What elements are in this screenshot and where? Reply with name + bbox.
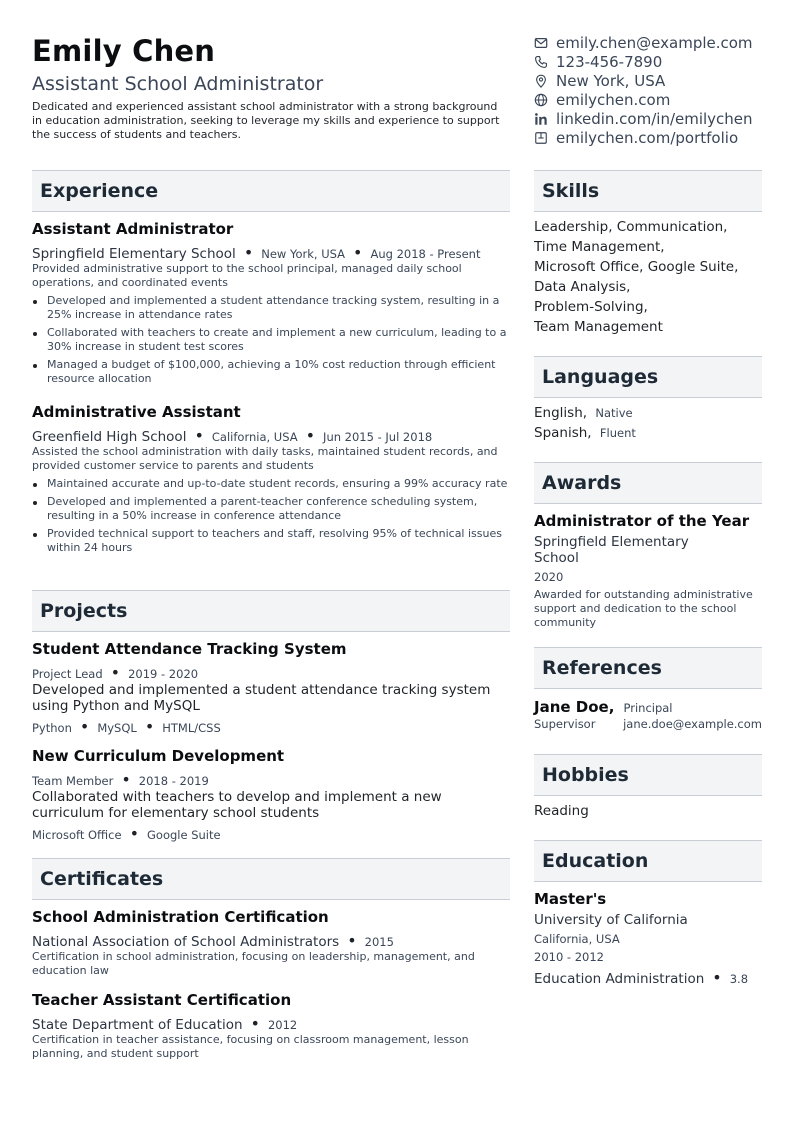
project-dates: 2019 - 2020 bbox=[128, 667, 199, 681]
hobbies-heading: Hobbies bbox=[542, 764, 629, 786]
job-dates: Jun 2015 - Jul 2018 bbox=[323, 430, 433, 444]
school: University of California bbox=[534, 912, 688, 928]
tool-tag: Google Suite bbox=[147, 828, 221, 842]
award-description: Awarded for outstanding administrative support and dedication to the school community bbox=[534, 588, 753, 629]
separator-dot: • bbox=[110, 663, 121, 682]
degree: Master's bbox=[534, 890, 607, 908]
education-dates: 2010 - 2012 bbox=[534, 950, 604, 964]
project-meta-row bbox=[32, 770, 510, 789]
experience-heading: Experience bbox=[40, 180, 159, 202]
separator-dot: • bbox=[305, 426, 316, 445]
experience-item bbox=[32, 403, 510, 559]
skill-line: Leadership, Communication, bbox=[534, 219, 728, 235]
contact-portfolio[interactable] bbox=[534, 128, 784, 147]
skill-line: Time Management, bbox=[534, 239, 665, 255]
reference-details-row bbox=[534, 717, 762, 733]
certificate-title: Teacher Assistant Certification bbox=[32, 991, 292, 1009]
summary: Dedicated and experienced assistant school administrator with a strong background in education administration, seeking to leverage my skills and experience to support the success of students and teachers. bbox=[32, 100, 500, 141]
tool-tag: HTML/CSS bbox=[162, 721, 221, 735]
skill-line: Team Management bbox=[534, 319, 663, 335]
job-meta-row bbox=[32, 243, 510, 261]
project-title: New Curriculum Development bbox=[32, 747, 285, 765]
phone-icon bbox=[534, 55, 548, 69]
project-description: Collaborated with teachers to develop and implement a new curriculum for elementary school students bbox=[32, 789, 442, 821]
contact-email-text: emily.chen@example.com bbox=[556, 33, 753, 52]
project-tools bbox=[32, 717, 510, 736]
languages-section-header bbox=[534, 356, 762, 398]
project-item bbox=[32, 747, 510, 843]
job-description: Provided administrative support to the school principal, managed daily school operations, and coordinated events bbox=[32, 262, 462, 289]
certificates-heading: Certificates bbox=[40, 868, 164, 890]
skill-line: Data Analysis, bbox=[534, 279, 631, 295]
candidate-name: Emily Chen bbox=[32, 34, 216, 68]
certificate-meta-row bbox=[32, 931, 510, 949]
certificate-issuer: State Department of Education bbox=[32, 1017, 243, 1033]
linkedin-icon bbox=[534, 112, 548, 126]
globe-icon bbox=[534, 93, 548, 107]
contact-linkedin[interactable] bbox=[534, 109, 784, 128]
portfolio-icon bbox=[534, 131, 548, 145]
project-dates: 2018 - 2019 bbox=[138, 774, 209, 788]
contact-website[interactable] bbox=[534, 90, 784, 109]
certificate-title: School Administration Certification bbox=[32, 908, 329, 926]
contact-linkedin-text: linkedin.com/in/emilychen bbox=[556, 109, 753, 128]
award-title: Administrator of the Year bbox=[534, 512, 750, 530]
reference-name-row bbox=[534, 697, 762, 717]
certificate-description: Certification in school administration, focusing on leadership, management, and education law bbox=[32, 950, 475, 977]
contact-portfolio-text: emilychen.com/portfolio bbox=[556, 128, 739, 147]
contact-phone[interactable] bbox=[534, 52, 784, 71]
language-item bbox=[534, 425, 762, 445]
tool-tag: MySQL bbox=[97, 721, 137, 735]
achievement-item: Developed and implemented a student attendance tracking system, resulting in a 25% increase in attendance rates bbox=[32, 294, 510, 322]
languages-heading: Languages bbox=[542, 366, 659, 388]
project-meta-row bbox=[32, 663, 510, 682]
job-title: Administrative Assistant bbox=[32, 403, 241, 421]
company: Springfield Elementary School bbox=[32, 246, 236, 262]
references-section-header bbox=[534, 647, 762, 689]
skill-line: Microsoft Office, Google Suite, bbox=[534, 259, 739, 275]
separator-dot: • bbox=[243, 243, 254, 262]
job-title: Assistant Administrator bbox=[32, 220, 234, 238]
certificate-item bbox=[32, 908, 510, 978]
certificate-item bbox=[32, 991, 510, 1061]
award-year: 2020 bbox=[534, 570, 564, 584]
award-org-line: Springfield Elementary bbox=[534, 534, 689, 550]
projects-heading: Projects bbox=[40, 600, 128, 622]
job-achievements bbox=[32, 477, 510, 555]
language-level: Fluent bbox=[599, 426, 636, 440]
separator-dot: • bbox=[194, 426, 204, 445]
language-level: Native bbox=[595, 406, 633, 420]
language-item bbox=[534, 405, 762, 425]
tool-tag: Microsoft Office bbox=[32, 828, 122, 842]
achievement-item: Maintained accurate and up-to-date student records, ensuring a 99% accuracy rate bbox=[32, 477, 510, 491]
hobbies-section-header bbox=[534, 754, 762, 796]
reference-name: Jane Doe, bbox=[534, 698, 615, 716]
achievement-item: Managed a budget of $100,000, achieving a 10% cost reduction through efficient resource allocation bbox=[32, 358, 510, 386]
certificate-issuer: National Association of School Administrators bbox=[32, 934, 340, 950]
projects-section-header bbox=[32, 590, 510, 632]
languages-list bbox=[534, 405, 762, 445]
skills-list bbox=[534, 219, 762, 339]
award-item bbox=[534, 512, 762, 630]
certificate-year: 2012 bbox=[267, 1018, 298, 1032]
project-role: Project Lead bbox=[32, 667, 103, 681]
awards-section-header bbox=[534, 462, 762, 504]
award-org-line: School bbox=[534, 550, 579, 566]
language-name: English, bbox=[534, 405, 588, 421]
project-role: Team Member bbox=[32, 774, 114, 788]
certificate-description: Certification in teacher assistance, focusing on classroom management, lesson planning, and student support bbox=[32, 1033, 469, 1060]
hobbies-list bbox=[534, 803, 762, 823]
field-of-study: Education Administration bbox=[534, 971, 705, 987]
certificates-section-header bbox=[32, 858, 510, 900]
education-heading: Education bbox=[542, 850, 649, 872]
reference-email[interactable]: jane.doe@example.com bbox=[623, 717, 762, 731]
contact-list bbox=[534, 33, 784, 147]
skills-section-header bbox=[534, 170, 762, 212]
achievement-item: Provided technical support to teachers and staff, resolving 95% of technical issues within 24 hours bbox=[32, 527, 510, 555]
separator-dot: • bbox=[347, 931, 357, 950]
reference-relation: Supervisor bbox=[534, 717, 596, 731]
gpa: 3.8 bbox=[729, 972, 749, 986]
contact-location-text: New York, USA bbox=[556, 71, 666, 90]
job-achievements bbox=[32, 294, 510, 386]
school-location: California, USA bbox=[534, 932, 620, 946]
experience-item bbox=[32, 220, 510, 390]
tool-tag: Python bbox=[32, 721, 72, 735]
education-item bbox=[534, 890, 762, 987]
language-name: Spanish, bbox=[534, 425, 592, 441]
awards-heading: Awards bbox=[542, 472, 622, 494]
reference-item bbox=[534, 697, 762, 733]
job-description: Assisted the school administration with daily tasks, maintained student records, and provided customer service to parents and students bbox=[32, 445, 498, 472]
contact-phone-text: 123-456-7890 bbox=[556, 52, 663, 71]
hobby-item: Reading bbox=[534, 803, 589, 819]
certificate-meta-row bbox=[32, 1014, 510, 1032]
education-field-row bbox=[534, 968, 762, 987]
company: Greenfield High School bbox=[32, 429, 187, 445]
achievement-item: Developed and implemented a parent-teacher conference scheduling system, resulting in a 50% increase in conference attendance bbox=[32, 495, 510, 523]
contact-location bbox=[534, 71, 784, 90]
job-dates: Aug 2018 - Present bbox=[370, 247, 481, 261]
project-title: Student Attendance Tracking System bbox=[32, 640, 347, 658]
certificate-year: 2015 bbox=[364, 935, 394, 949]
project-tools bbox=[32, 824, 510, 843]
education-section-header bbox=[534, 840, 762, 882]
separator-dot: • bbox=[79, 717, 90, 736]
job-location: California, USA bbox=[211, 430, 298, 444]
contact-website-text: emilychen.com bbox=[556, 90, 671, 109]
project-description: Developed and implemented a student attendance tracking system using Python and MySQL bbox=[32, 682, 491, 714]
experience-section-header bbox=[32, 170, 510, 212]
reference-position: Principal bbox=[623, 701, 673, 715]
candidate-role: Assistant School Administrator bbox=[32, 73, 324, 95]
skill-line: Problem-Solving, bbox=[534, 299, 648, 315]
contact-email[interactable] bbox=[534, 33, 784, 52]
achievement-item: Collaborated with teachers to create and implement a new curriculum, leading to a 30% increase in student test scores bbox=[32, 326, 510, 354]
project-item bbox=[32, 640, 510, 736]
separator-dot: • bbox=[712, 968, 722, 987]
separator-dot: • bbox=[250, 1014, 260, 1033]
separator-dot: • bbox=[353, 243, 363, 262]
mail-icon bbox=[534, 36, 548, 50]
job-meta-row bbox=[32, 426, 510, 444]
award-org bbox=[534, 534, 762, 566]
separator-dot: • bbox=[121, 770, 131, 789]
job-location: New York, USA bbox=[261, 247, 346, 261]
references-heading: References bbox=[542, 657, 662, 679]
location-icon bbox=[534, 74, 548, 88]
skills-heading: Skills bbox=[542, 180, 600, 202]
separator-dot: • bbox=[144, 717, 155, 736]
separator-dot: • bbox=[129, 824, 139, 843]
